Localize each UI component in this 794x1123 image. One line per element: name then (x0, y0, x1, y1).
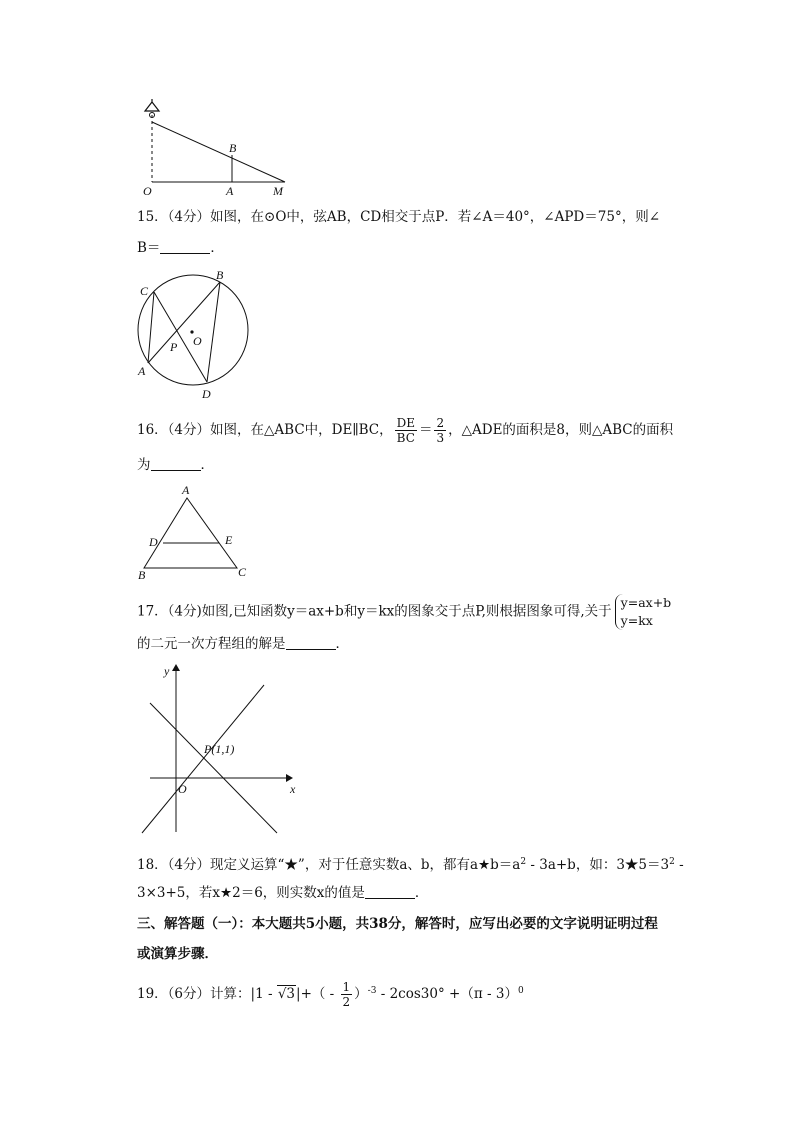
q15-line2 (137, 238, 224, 258)
label-D: D (202, 387, 211, 401)
label-A: A (226, 184, 234, 198)
q17-line2: 的二元一次方程组的解是 ． (137, 636, 349, 652)
label-A: A (182, 483, 190, 497)
q15-answer-blank[interactable] (160, 239, 210, 254)
q16-fraction-2-3: $\frac{2}{3}$ (436, 416, 445, 445)
label-y: y (164, 664, 170, 678)
label-C: C (238, 565, 247, 579)
label-D: D (149, 535, 158, 549)
q18-answer-blank[interactable] (365, 884, 415, 899)
q19-sqrt: √3 (277, 986, 296, 1002)
q15-suffix: ． (210, 240, 224, 256)
q18-line2: 3×3+5，若x★2＝6，则实数x的值是 ． (137, 885, 429, 901)
label-P: P (170, 340, 178, 354)
label-A: A (138, 364, 146, 378)
section3-heading-line2: 或演算步骤． (137, 946, 218, 962)
q17-line1: 17．（4分)如图,已知函数y＝ax+b和y＝kx的图象交于点P,则根据图象可得,关于 y=ax+b y=kx (137, 595, 672, 628)
section3-heading-line1: 三、解答题（一）：本大题共5小题，共38分，解答时，应写出必要的文字说明证明过程 (137, 916, 658, 932)
label-O: O (143, 184, 152, 198)
label-B: B (216, 268, 224, 282)
label-O: O (193, 334, 202, 348)
q19-fraction: $\frac{1}{2}$ (342, 980, 351, 1009)
label-M: M (273, 184, 283, 198)
q16-line2: 为 ． (137, 457, 214, 473)
q15-prefix: B＝ (137, 240, 161, 256)
label-C: C (140, 284, 149, 298)
figure-16-triangle (132, 480, 257, 585)
figure-17-graph (140, 655, 305, 840)
lamp-icon (145, 99, 159, 111)
q16-answer-blank[interactable] (151, 456, 201, 471)
label-x: x (290, 782, 296, 796)
label-P: P(1,1) (204, 742, 235, 756)
q18-line1: 18．（4分）现定义运算“★”，对于任意实数a、b，都有$a★b=a^2 - 3a+b$，如：$3★5=3^2$ - (137, 857, 684, 873)
figure-15-circle (130, 265, 260, 405)
q16-suffix: ，△ADE的面积是8，则△ABC的面积 (448, 422, 674, 438)
label-B: B (138, 568, 146, 582)
q16-fraction-de-bc: $\frac{DE}{BC}$ (396, 416, 415, 445)
label-B: B (229, 141, 237, 155)
q16-prefix: 16．（4分）如图，在△ABC中，DE∥BC， (137, 422, 393, 438)
q19-line: 19．（6分）计算：|1 - √3|+（ - $\frac{1}{2}$ ）$^{-3}$ - 2cos30° +（π - 3）$^0$ (137, 980, 524, 1009)
q17-answer-blank[interactable] (286, 635, 336, 650)
q15-line1: 15．（4分）如图，在⊙O中，弦AB，CD相交于点P．若∠A＝40°，∠APD＝75°，则∠ (137, 209, 660, 225)
label-E: E (225, 533, 233, 547)
label-O: O (178, 782, 187, 796)
q17-equation-system: y=ax+b y=kx (615, 594, 672, 630)
q16-line1: 16．（4分）如图，在△ABC中，DE∥BC， $\frac{DE}{BC}$ ＝ $\frac{2}{3}$ ，△ADE的面积是8，则△ABC的面积 (137, 416, 674, 445)
figure-14-lamp (135, 95, 295, 200)
